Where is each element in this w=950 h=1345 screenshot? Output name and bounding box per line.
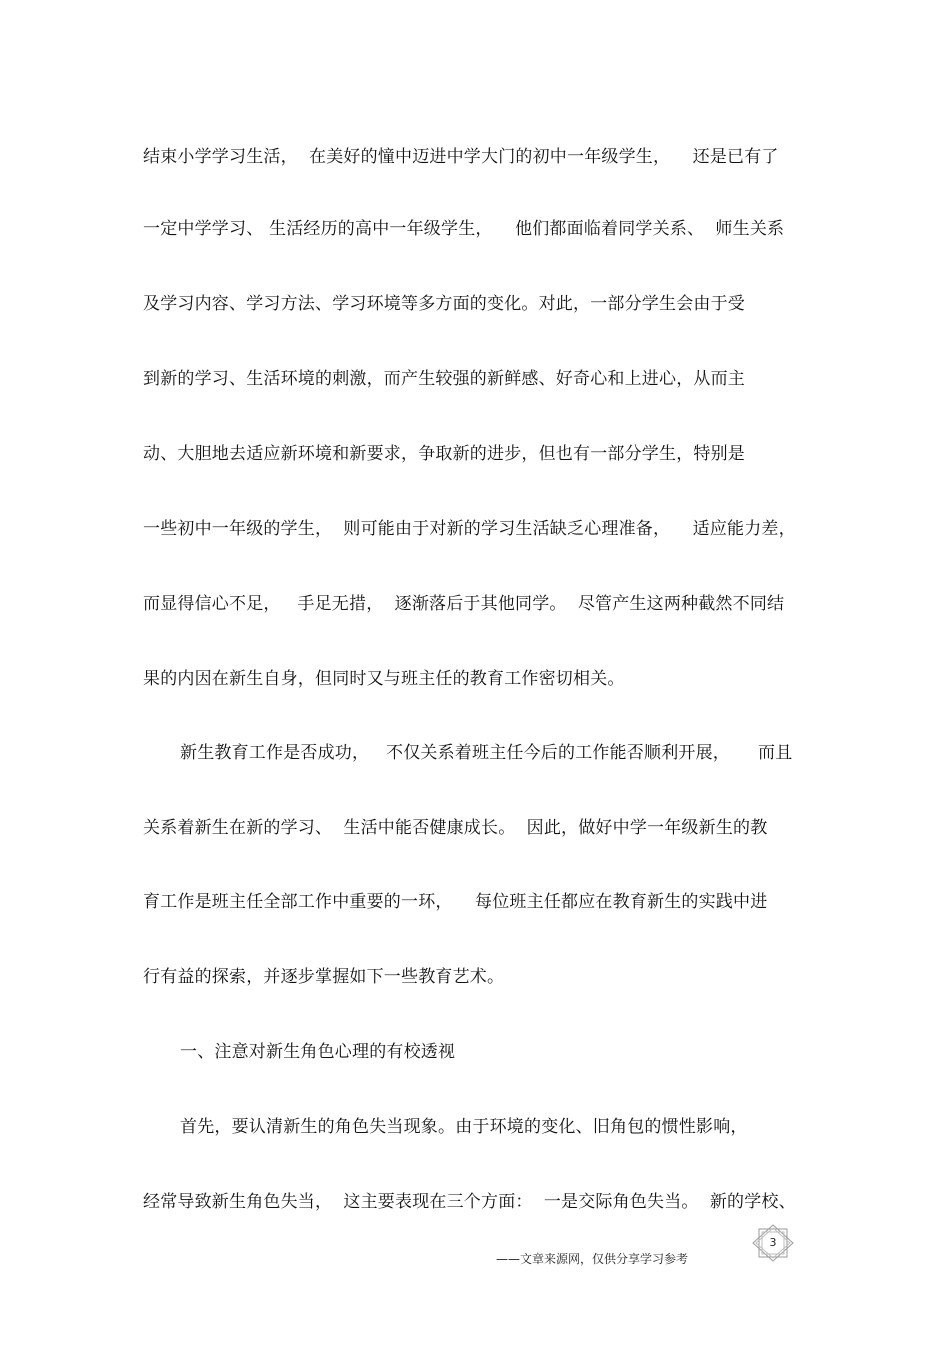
paragraph-line: 一定中学学习、 生活经历的高中一年级学生， 他们都面临着同学关系、 师生关系 (143, 219, 785, 239)
paragraph-line: 行有益的探索，并逐步掌握如下一些教育艺术。 (143, 967, 505, 987)
paragraph-line: 新生教育工作是否成功， 不仅关系着班主任今后的工作能否顺利开展， 而且 (180, 743, 793, 763)
paragraph-line: 到新的学习、生活环境的刺激，而产生较强的新鲜感、好奇心和上进心，从而主 (143, 369, 745, 389)
paragraph-line: 经常导致新生角色失当， 这主要表现在三个方面： 一是交际角色失当。 新的学校、 (143, 1192, 796, 1212)
paragraph-line: 首先，要认清新生的角色失当现象。由于环境的变化、旧角包的惯性影响， (180, 1117, 748, 1137)
paragraph-line: 动、大胆地去适应新环境和新要求，争取新的进步，但也有一部分学生，特别是 (143, 444, 745, 464)
paragraph-line: 关系着新生在新的学习、 生活中能否健康成长。 因此，做好中学一年级新生的教 (143, 818, 768, 838)
paragraph-line: 及学习内容、学习方法、学习环境等多方面的变化。对此，一部分学生会由于受 (143, 294, 745, 314)
paragraph-line: 结束小学学习生活， 在美好的憧中迈进中学大门的初中一年级学生， 还是已有了 (143, 147, 779, 167)
paragraph-line: 而显得信心不足， 手足无措， 逐渐落后于其他同学。 尽管产生这两种截然不同结 (143, 594, 785, 614)
page-number-badge (748, 1222, 798, 1264)
paragraph-line: 育工作是班主任全部工作中重要的一环， 每位班主任都应在教育新生的实践中进 (143, 892, 768, 912)
section-heading: 一、注意对新生角色心理的有校透视 (180, 1042, 456, 1062)
page-number: 3 (769, 1236, 777, 1249)
paragraph-line: 果的内因在新生自身，但同时又与班主任的教育工作密切相关。 (143, 669, 625, 689)
footer-source-note: ——文章来源网，仅供分享学习参考 (496, 1252, 689, 1266)
paragraph-line: 一些初中一年级的学生， 则可能由于对新的学习生活缺乏心理准备， 适应能力差， (143, 519, 796, 539)
